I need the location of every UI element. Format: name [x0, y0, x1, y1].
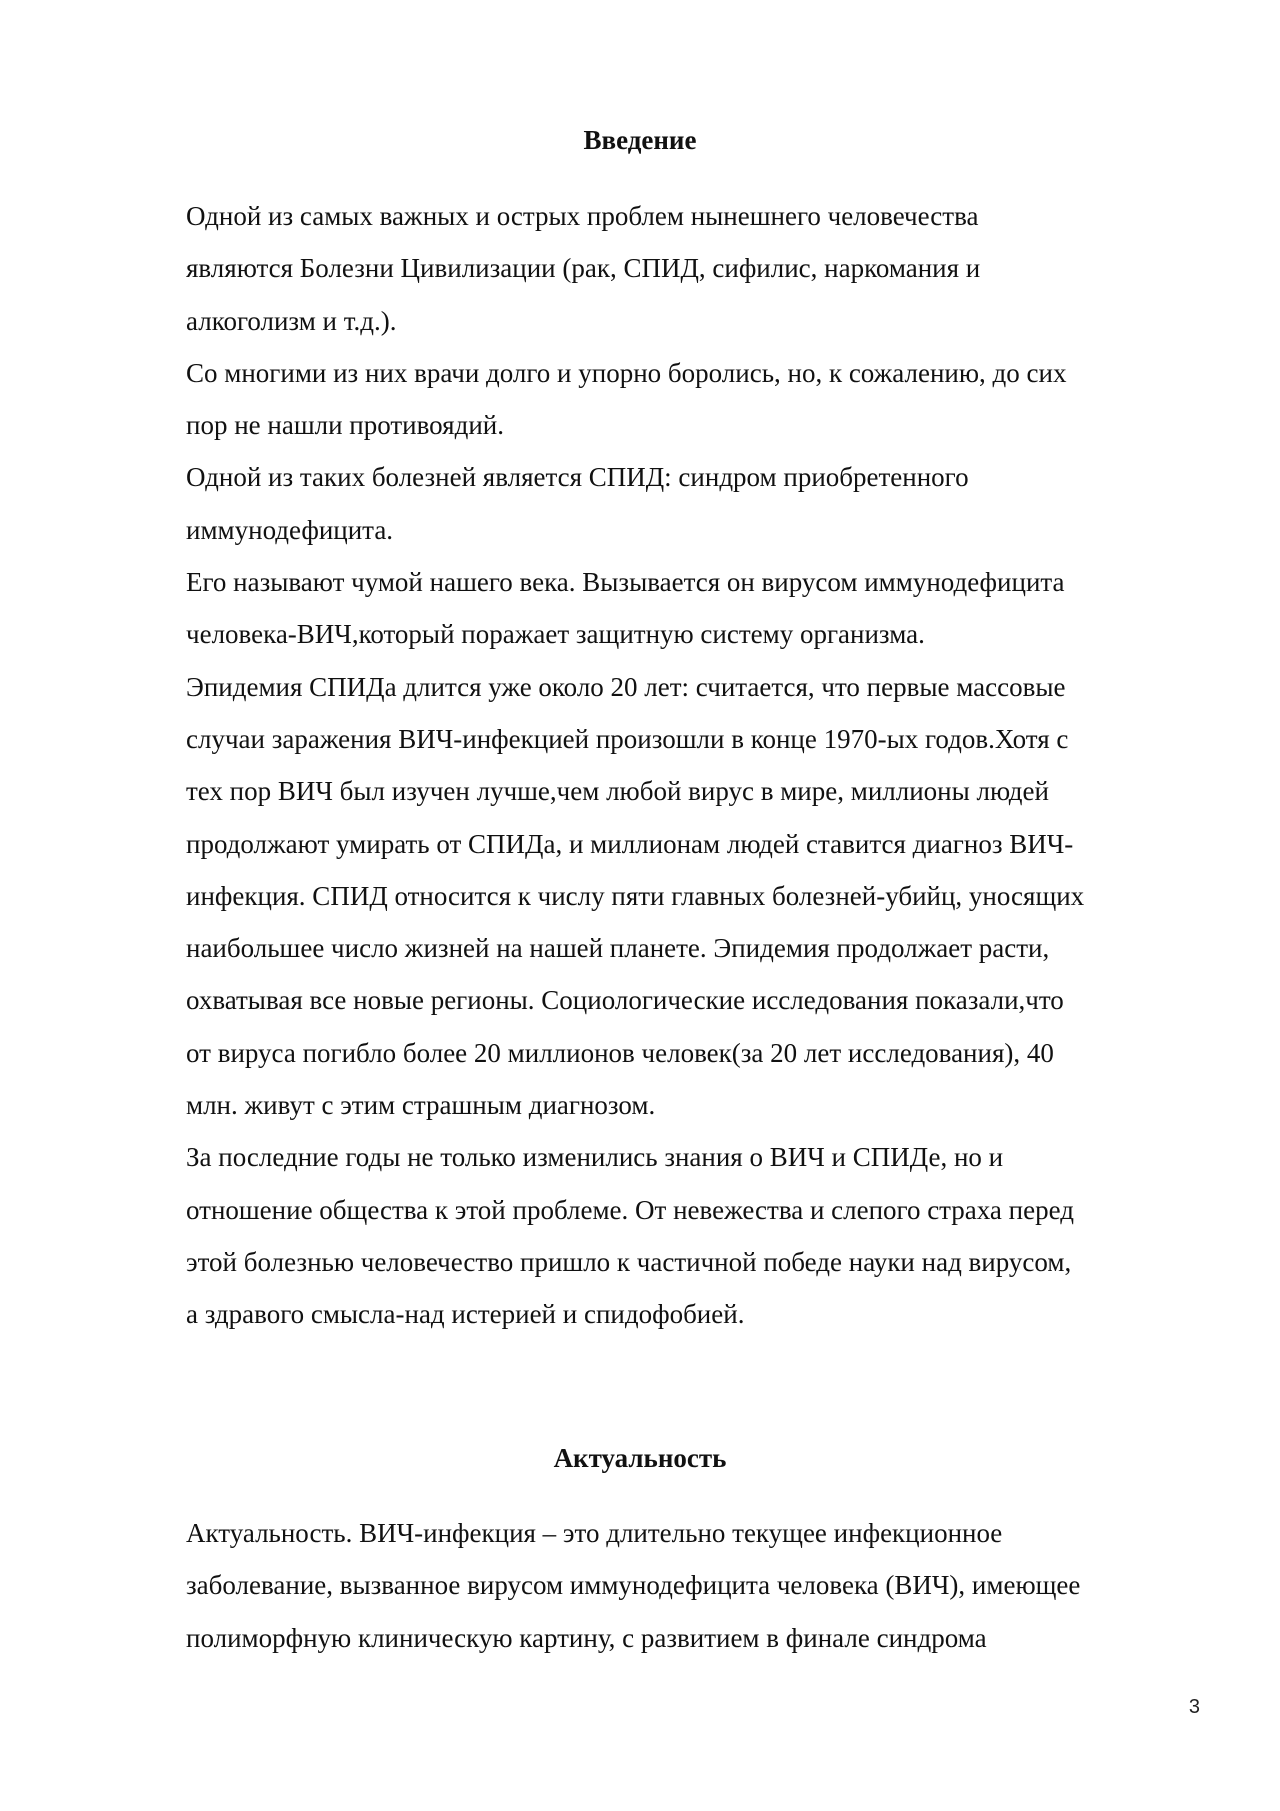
text-line: Его называют чумой нашего века. Вызывается он вирусом иммунодефицита	[186, 567, 1065, 598]
text-line: полиморфную клиническую картину, с развитием в финале синдрома	[186, 1622, 987, 1653]
text-line: Актуальность. ВИЧ-инфекция – это длительно текущее инфекционное	[186, 1518, 1003, 1548]
text-line: Одной из самых важных и острых проблем нынешнего человечества	[186, 201, 979, 231]
text-line: алкоголизм и т.д.).	[186, 305, 397, 336]
text-line: являются Болезни Цивилизации (рак, СПИД, сифилис, наркомания и	[186, 253, 981, 284]
text-line: наибольшее число жизней на нашей планете. Эпидемия продолжает расти,	[186, 933, 1050, 964]
text-line: млн. живут с этим страшным диагнозом.	[186, 1090, 656, 1121]
text-line: а здравого смысла-над истерией и спидофобией.	[186, 1299, 745, 1330]
introduction-text	[186, 190, 1226, 1341]
page-number: 3	[1188, 1696, 1200, 1718]
text-line: иммунодефицита.	[186, 514, 394, 545]
text-line: Эпидемия СПИДа длится уже около 20 лет: считается, что первые массовые	[186, 671, 1066, 702]
text-line: человека-ВИЧ,который поражает защитную систему организма.	[186, 619, 925, 650]
text-line: тех пор ВИЧ был изучен лучше,чем любой вирус в мире, миллионы людей	[186, 776, 1049, 807]
text-line: За последние годы не только изменились знания о ВИЧ и СПИДе, но и	[186, 1142, 1004, 1173]
section-heading-relevance: Актуальность	[553, 1443, 727, 1473]
text-line: Одной из таких болезней является СПИД: синдром приобретенного	[186, 462, 969, 493]
text-line: случаи заражения ВИЧ-инфекцией произошли в конце 1970-ых годов.Хотя с	[186, 723, 1069, 754]
relevance-text	[186, 1507, 1226, 1664]
text-line: этой болезнью человечество пришло к частичной победе науки над вирусом,	[186, 1246, 1072, 1277]
text-line: пор не нашли противоядий.	[186, 410, 504, 441]
text-line: инфекция. СПИД относится к числу пяти главных болезней-убийц, уносящих	[186, 880, 1085, 911]
text-line: заболевание, вызванное вирусом иммунодефицита человека (ВИЧ), имеющее	[186, 1570, 1081, 1601]
section-heading-introduction: Введение	[583, 125, 697, 155]
text-line: охватывая все новые регионы. Социологические исследования показали,что	[186, 985, 1064, 1016]
text-line: от вируса погибло более 20 миллионов человек(за 20 лет исследования), 40	[186, 1037, 1054, 1068]
text-line: продолжают умирать от СПИДа, и миллионам людей ставится диагноз ВИЧ-	[186, 828, 1074, 859]
text-line: отношение общества к этой проблеме. От невежества и слепого страха перед	[186, 1194, 1074, 1225]
text-line: Со многими из них врачи долго и упорно боролись, но, к сожалению, до сих	[186, 357, 1067, 388]
